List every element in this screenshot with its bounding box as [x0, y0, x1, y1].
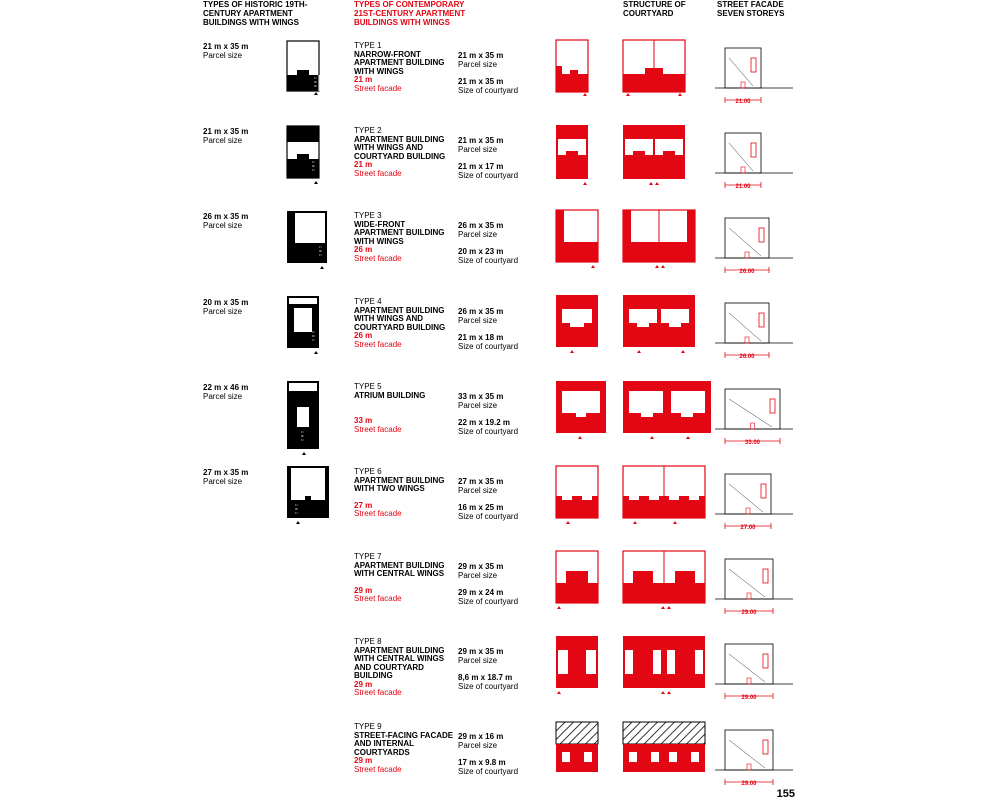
contemporary-plan-3 [556, 210, 600, 270]
street-facade-label: Street facade [354, 509, 402, 518]
parcel-size-value: 27 m x 35 m [458, 477, 504, 486]
parcel-size-label: Parcel size [458, 485, 498, 495]
facade-dimension-label: 21.00 [735, 184, 751, 190]
courtyard-structure-5 [623, 381, 713, 441]
parcel-size-value: 29 m x 16 m [458, 732, 504, 741]
header-historic: TYPES OF HISTORIC 19TH-CENTURY APARTMENT BUILDINGS WITH WINGS [203, 0, 308, 27]
type-row-4 [354, 298, 554, 349]
historic-parcel-dim: 21 m x 35 m [203, 42, 249, 51]
type-name: WIDE-FRONT APARTMENT BUILDING WITH WINGS [354, 219, 445, 246]
courtyard-structure-2 [623, 125, 687, 185]
street-facade-label: Street facade [354, 594, 402, 603]
svg-text:I I: I I [295, 503, 298, 507]
historic-parcel-label: Parcel size [203, 307, 243, 316]
street-facade-value: 29 m [354, 756, 373, 765]
street-facade-value: 21 m [354, 75, 373, 84]
svg-text:III: III [312, 334, 315, 338]
courtyard-size-label: Size of courtyard [458, 681, 519, 691]
courtyard-size-label: Size of courtyard [458, 170, 519, 180]
type-row-7 [354, 553, 554, 604]
type-name: NARROW-FRONT APARTMENT BUILDING WITH WINGS [354, 49, 445, 76]
type-row-3 [354, 212, 554, 263]
type-number: TYPE 1 [354, 41, 382, 50]
type-name: APARTMENT BUILDING WITH WINGS AND COURTYARD BUILDING [354, 134, 446, 161]
parcel-size-label: Parcel size [458, 59, 498, 69]
courtyard-size-label: Size of courtyard [458, 255, 519, 265]
facade-dimension-label: 29.00 [741, 695, 757, 701]
historic-parcel-label: Parcel size [203, 51, 243, 60]
type-name: ATRIUM BUILDING [354, 390, 426, 400]
facade-elevation [715, 389, 793, 446]
historic-parcel-dim: 22 m x 46 m [203, 383, 249, 392]
facade-elevation [715, 644, 793, 701]
facade-elevation [715, 133, 793, 190]
facade-dimension-label: 29.00 [741, 610, 757, 616]
street-facade-label: Street facade [354, 764, 402, 774]
facade-dimension-label: 33.00 [744, 440, 761, 446]
historic-plan-5 [287, 381, 319, 455]
facade-dimension-label: 26.00 [739, 354, 755, 360]
parcel-size-value: 26 m x 35 m [458, 307, 504, 316]
header-facade: STREET FACADE SEVEN STOREYS [717, 0, 785, 18]
street-facade-label: Street facade [354, 253, 402, 263]
svg-text:I I: I I [295, 511, 298, 515]
parcel-size-value: 29 m x 35 m [458, 562, 504, 571]
page-number: 155 [776, 788, 795, 800]
historic-parcel-label: Parcel size [203, 221, 243, 230]
historic-row-2 [203, 127, 248, 145]
parcel-size-label: Parcel size [458, 740, 498, 750]
street-facade-value: 27 m [354, 500, 373, 510]
courtyard-size-value: 21 m x 17 m [458, 162, 504, 171]
facade-elevation [715, 303, 793, 360]
street-facade-label: Street facade [354, 168, 402, 178]
street-facade-elevations [715, 40, 805, 787]
facade-dimension-label: 27.00 [740, 525, 756, 531]
contemporary-plan-4 [556, 295, 600, 355]
header-courtyard: STRUCTURE OF COURTYARD [623, 0, 686, 18]
contemporary-plan-5 [556, 381, 608, 441]
facade-elevation [715, 218, 793, 275]
facade-elevation [715, 48, 793, 105]
contemporary-plan-7 [556, 551, 600, 611]
type-number: TYPE 4 [354, 297, 382, 306]
type-name: APARTMENT BUILDING WITH CENTRAL WINGS [354, 560, 445, 578]
svg-text:I I: I I [301, 430, 304, 434]
courtyard-size-value: 29 m x 24 m [458, 588, 504, 597]
type-name: STREET-FACING FACADE AND INTERNAL COURTYARDS [354, 730, 454, 757]
street-facade-value: 33 m [354, 416, 373, 425]
svg-text:I I: I I [301, 438, 304, 442]
type-number: TYPE 2 [354, 126, 382, 135]
courtyard-size-label: Size of courtyard [458, 596, 519, 606]
courtyard-size-value: 22 m x 19.2 m [458, 418, 511, 427]
parcel-size-label: Parcel size [458, 315, 498, 325]
courtyard-size-label: Size of courtyard [458, 511, 519, 521]
svg-text:I I: I I [314, 76, 317, 80]
courtyard-size-label: Size of courtyard [458, 85, 519, 95]
courtyard-structure-3 [623, 210, 697, 270]
street-facade-value: 29 m [354, 679, 373, 689]
type-number: TYPE 8 [354, 637, 382, 646]
facade-elevation [715, 474, 793, 531]
type-row-8 [354, 638, 554, 698]
historic-parcel-dim: 21 m x 35 m [203, 127, 249, 136]
type-row-1 [354, 42, 554, 93]
type-name: APARTMENT BUILDING WITH TWO WINGS [354, 475, 445, 493]
historic-parcel-label: Parcel size [203, 477, 243, 486]
street-facade-label: Street facade [354, 339, 402, 349]
parcel-size-value: 33 m x 35 m [458, 392, 504, 401]
historic-parcel-label: Parcel size [203, 392, 243, 401]
svg-text:III: III [319, 249, 322, 253]
type-number: TYPE 5 [354, 382, 382, 391]
historic-plan-4 [287, 296, 319, 354]
type-row-2 [354, 127, 554, 178]
historic-parcel-dim: 27 m x 35 m [203, 468, 249, 477]
header-contemporary: TYPES OF CONTEMPORARY 21ST-CENTURY APARTMENT BUILDINGS WITH WINGS [354, 0, 466, 27]
parcel-size-value: 21 m x 35 m [458, 51, 504, 60]
courtyard-structure-4 [623, 295, 697, 355]
type-number: TYPE 7 [354, 552, 382, 561]
svg-text:III: III [295, 507, 298, 511]
parcel-size-value: 29 m x 35 m [458, 647, 504, 656]
type-row-9 [354, 723, 554, 774]
facade-elevation [715, 559, 793, 616]
type-name: APARTMENT BUILDING WITH CENTRAL WINGS AND COURTYARD BUILDING [354, 645, 445, 680]
courtyard-structure-8 [623, 636, 707, 696]
facade-dimension-label: 26.00 [739, 269, 755, 275]
street-facade-value: 26 m [354, 245, 373, 254]
parcel-size-label: Parcel size [458, 570, 498, 580]
courtyard-size-label: Size of courtyard [458, 341, 519, 351]
courtyard-structure-1 [623, 40, 687, 98]
street-facade-label: Street facade [354, 424, 402, 434]
historic-row-4 [203, 298, 248, 316]
parcel-size-label: Parcel size [458, 400, 498, 410]
street-facade-value: 26 m [354, 331, 373, 340]
type-number: TYPE 6 [354, 467, 382, 476]
svg-text:I I: I I [312, 168, 315, 172]
courtyard-size-value: 17 m x 9.8 m [458, 758, 506, 767]
svg-text:I I: I I [312, 160, 315, 164]
type-number: TYPE 3 [354, 211, 382, 220]
historic-plan-2 [287, 126, 319, 184]
contemporary-plan-2 [556, 125, 590, 185]
historic-plan-3 [287, 211, 327, 269]
historic-parcel-dim: 26 m x 35 m [203, 212, 249, 221]
historic-row-6 [203, 468, 248, 486]
street-facade-label: Street facade [354, 688, 402, 697]
type-row-5 [354, 383, 554, 434]
courtyard-size-label: Size of courtyard [458, 426, 519, 436]
courtyard-size-value: 8,6 m x 18.7 m [458, 673, 513, 682]
contemporary-plan-6 [556, 466, 600, 526]
courtyard-size-value: 16 m x 25 m [458, 503, 504, 512]
parcel-size-label: Parcel size [458, 229, 498, 239]
courtyard-structure-7 [623, 551, 707, 611]
type-row-6 [354, 468, 554, 519]
svg-text:I I: I I [319, 245, 322, 249]
parcel-size-value: 21 m x 35 m [458, 136, 504, 145]
street-facade-value: 29 m [354, 585, 373, 595]
svg-text:III: III [314, 80, 317, 84]
courtyard-size-value: 21 m x 18 m [458, 333, 504, 342]
contemporary-plan-1 [556, 40, 590, 98]
historic-parcel-label: Parcel size [203, 136, 243, 145]
type-number: TYPE 9 [354, 722, 382, 731]
svg-text:I I: I I [319, 253, 322, 257]
courtyard-structure-9 [623, 722, 707, 774]
historic-row-1 [203, 42, 248, 60]
svg-text:I I: I I [312, 330, 315, 334]
courtyard-size-value: 20 m x 23 m [458, 247, 504, 256]
parcel-size-label: Parcel size [458, 144, 498, 154]
parcel-size-label: Parcel size [458, 655, 498, 665]
facade-dimension-label: 21.00 [735, 99, 751, 105]
courtyard-structure-6 [623, 466, 707, 526]
svg-text:III: III [314, 84, 317, 88]
contemporary-plan-9 [556, 722, 600, 774]
facade-dimension-label: 29.00 [741, 781, 757, 787]
historic-plan-1 [287, 41, 319, 95]
historic-row-5 [203, 383, 248, 401]
street-facade-label: Street facade [354, 83, 402, 93]
svg-text:I I: I I [312, 338, 315, 342]
svg-text:III: III [301, 434, 304, 438]
street-facade-value: 21 m [354, 160, 373, 169]
courtyard-size-label: Size of courtyard [458, 766, 519, 776]
parcel-size-value: 26 m x 35 m [458, 221, 504, 230]
svg-text:III: III [312, 164, 315, 168]
type-name: APARTMENT BUILDING WITH WINGS AND COURTYARD BUILDING [354, 305, 446, 332]
historic-row-3 [203, 212, 248, 230]
historic-plan-6 [287, 466, 329, 524]
courtyard-size-value: 21 m x 35 m [458, 77, 504, 86]
facade-elevation [715, 730, 793, 787]
contemporary-plan-8 [556, 636, 600, 696]
historic-parcel-dim: 20 m x 35 m [203, 298, 249, 307]
